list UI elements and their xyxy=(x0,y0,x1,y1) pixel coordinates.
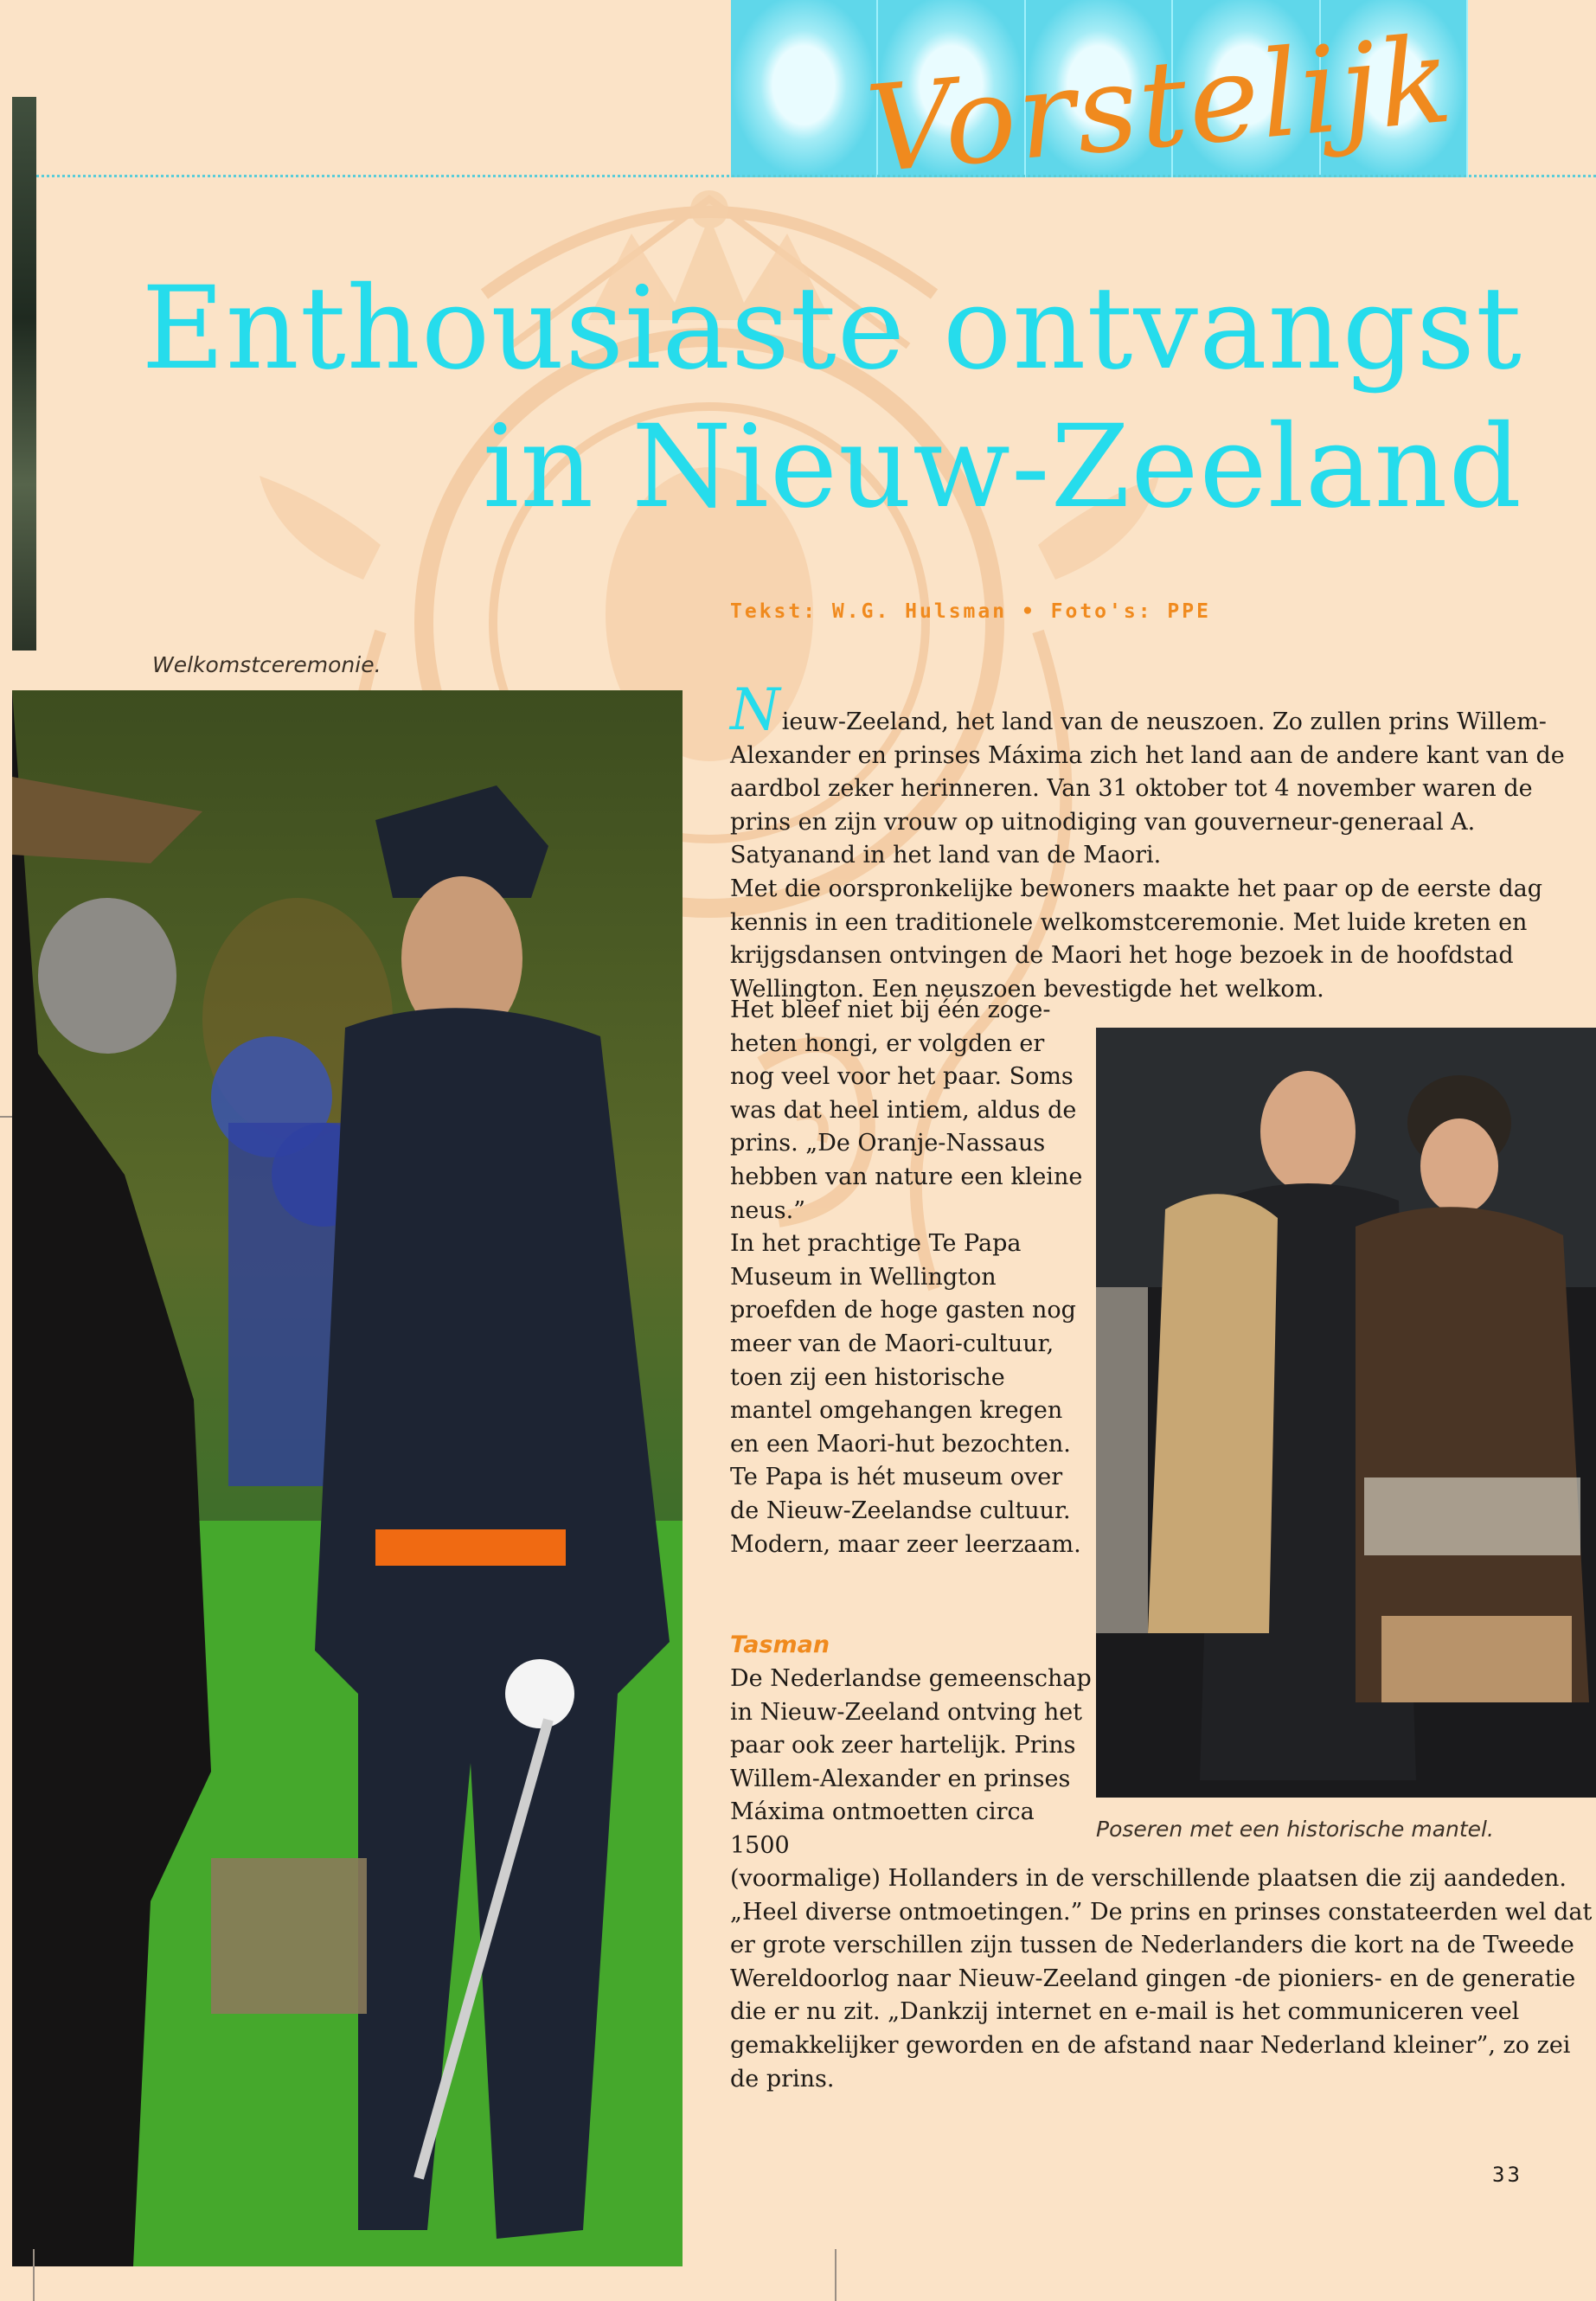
dotted-rule xyxy=(36,175,1596,177)
article-paragraph-2: Het bleef niet bij één zogeheten hongi, er volgden er nog veel voor het paar. Soms was dat heel intiem, aldus de prins. „De Oranje-Nassaus hebben van nature een kleine neus.” In het prachtige Te Papa Museum in Wellington proefden de hoge gasten nog meer van de Maori-cultuur, toen zij een historische mantel omgehangen kregen en een Maori-hut bezochten. Te Papa is hét museum over de Nieuw-Zeelandse cultuur. Modern, maar zeer leerzaam. xyxy=(730,997,1083,1558)
page-number: 33 xyxy=(1492,2163,1522,2187)
article-paragraph-1 xyxy=(730,676,1596,1006)
caption-historic-mantle: Poseren met een historische mantel. xyxy=(1096,1817,1494,1842)
subheading-tasman: Tasman xyxy=(730,1631,830,1658)
photo-officer-ceremony xyxy=(12,690,683,2266)
crop-mark-left xyxy=(33,2249,35,2301)
caption-welcome-ceremony: Welkomstceremonie. xyxy=(152,652,381,677)
adjacent-page-photo-strip xyxy=(12,97,36,651)
article-paragraph-1-text: ieuw-Zeeland, het land van de neuszoen. Zo zullen prins Willem-Alexander en prinses Máxima zich het land aan de andere kant van de aardbol zeker herinneren. Van 31 oktober tot 4 november waren de prins en zijn vrouw op uitnodiging van gouverneur-generaal A. Satyanand in het land van de Maori. Met die oorspronkelijke bewoners maakte het paar op de eerste dag kennis in een traditionele welkomstceremonie. Met luide kreten en krijgsdansen ontvingen de Maori het hoge bezoek in de hoofdstad Wellington. Een neuszoen bevestigde het welkom. xyxy=(730,708,1565,1003)
portrait-1 xyxy=(731,0,878,177)
headline-line-2: in Nieuw-Zeeland xyxy=(482,401,1522,534)
section-title: Vorstelijk xyxy=(861,10,1459,200)
article-paragraph-4: (voormalige) Hollanders in de verschillende plaatsen die zij aandeden. „Heel diverse ontmoetingen.” De prins en prinses constateerden wel dat er grote verschillen zijn tussen de Nederlanders die kort na de Tweede Wereldoorlog naar Nieuw-Zeeland gingen -de pioniers- en de generatie die er nu zit. „Dankzij internet en e-mail is het communiceren veel gemakkelijker geworden en de afstand naar Nederland kleiner”, zo zei de prins. xyxy=(730,1865,1593,2093)
article-paragraph-3: De Nederlandse gemeenschap in Nieuw-Zeeland ontving het paar ook zeer hartelijk. Prins Willem-Alexander en prinses Máxima ontmoetten circa 1500 xyxy=(730,1665,1092,1859)
byline: Tekst: W.G. Hulsman • Foto's: PPE xyxy=(730,600,1211,623)
photo-couple-maori-cloaks xyxy=(1096,1028,1596,1798)
crop-mark-side xyxy=(0,1116,12,1118)
headline-line-1: Enthousiaste ontvangst xyxy=(141,262,1522,395)
crop-mark-mid xyxy=(835,2249,836,2301)
headline xyxy=(121,260,1522,536)
drop-cap: N xyxy=(730,676,780,743)
